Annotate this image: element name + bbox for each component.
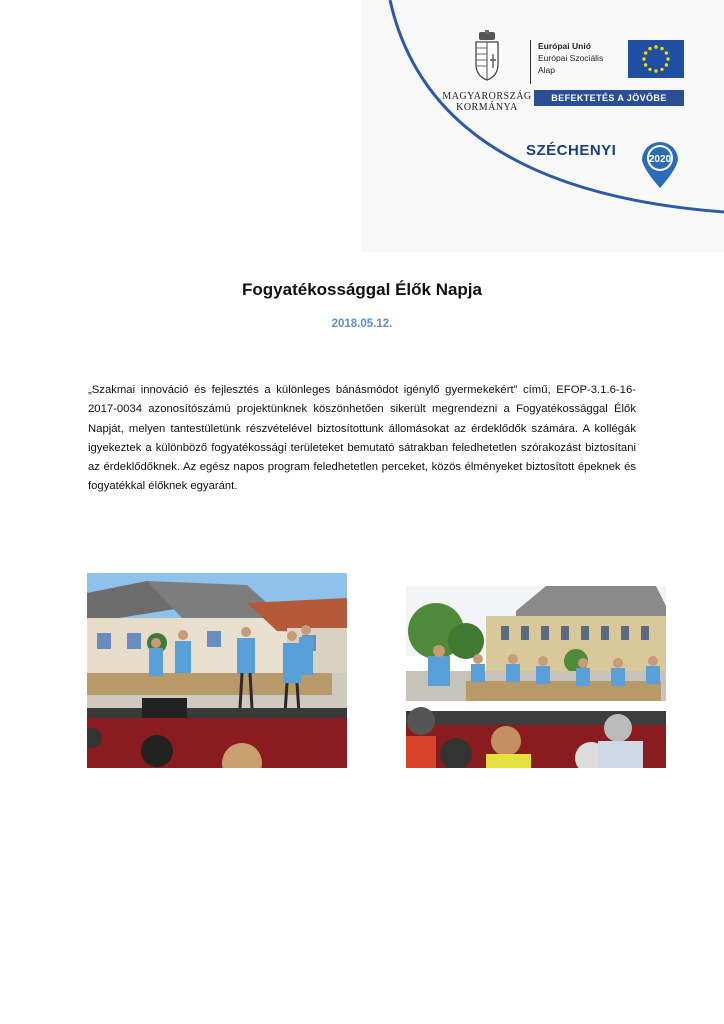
eu-star-icon <box>666 57 669 60</box>
eu-line2: Európai Szociális <box>538 53 604 63</box>
event-photo-right <box>406 586 666 768</box>
gov-text-line1: MAGYARORSZÁG <box>442 91 532 102</box>
coat-of-arms-icon <box>472 30 502 82</box>
header-banner <box>362 0 724 252</box>
eu-text <box>538 40 603 76</box>
decorative-arc <box>362 0 724 252</box>
page-title: Fogyatékossággal Élők Napja <box>242 280 482 299</box>
szechenyi-pin-icon <box>638 138 682 190</box>
eu-star-icon <box>644 51 647 54</box>
eu-star-icon <box>660 47 663 50</box>
eu-star-icon <box>644 63 647 66</box>
eu-star-icon <box>665 51 668 54</box>
eu-star-icon <box>660 68 663 71</box>
eu-slogan-banner: BEFEKTETÉS A JÖVŐBE <box>534 90 684 106</box>
eu-star-icon <box>648 47 651 50</box>
event-photo-left <box>87 573 347 768</box>
hungarian-government-logo <box>442 30 532 113</box>
eu-star-icon <box>665 63 668 66</box>
article-body: „Szakmai innováció és fejlesztés a különleges bánásmódot igénylő gyermekekért” című, EFOP-3.1.6-16-2017-0034 azonosítószámú projektünknek köszönhetően sikerült megrendezni a Fogyatékossággal Élők Napját, melyen tantestületünk részvételével biztosítottunk állomásokat az érdeklődők számára. A kollégák igyekeztek a különböző fogyatékossági területeket bemutató sátrakban feledhetetlen szórakozást biztosítani az érdeklődőknek. Az egész napos program feledhetetlen perceket, közös élményeket biztosított épeknek és fogyatékkal élőknek egyaránt. <box>88 384 636 493</box>
eu-star-icon <box>648 68 651 71</box>
eu-star-icon <box>642 57 645 60</box>
eu-flag-icon <box>628 40 684 78</box>
eu-line3: Alap <box>538 65 556 75</box>
eu-line1: Európai Unió <box>538 41 591 51</box>
szechenyi-year: 2020 <box>648 154 672 165</box>
szechenyi-label: SZÉCHENYI <box>526 142 617 159</box>
divider <box>530 40 531 84</box>
article-date: 2018.05.12. <box>331 318 393 330</box>
eu-star-icon <box>654 69 657 72</box>
gov-text-line2: KORMÁNYA <box>456 102 518 113</box>
eu-star-icon <box>654 45 657 48</box>
